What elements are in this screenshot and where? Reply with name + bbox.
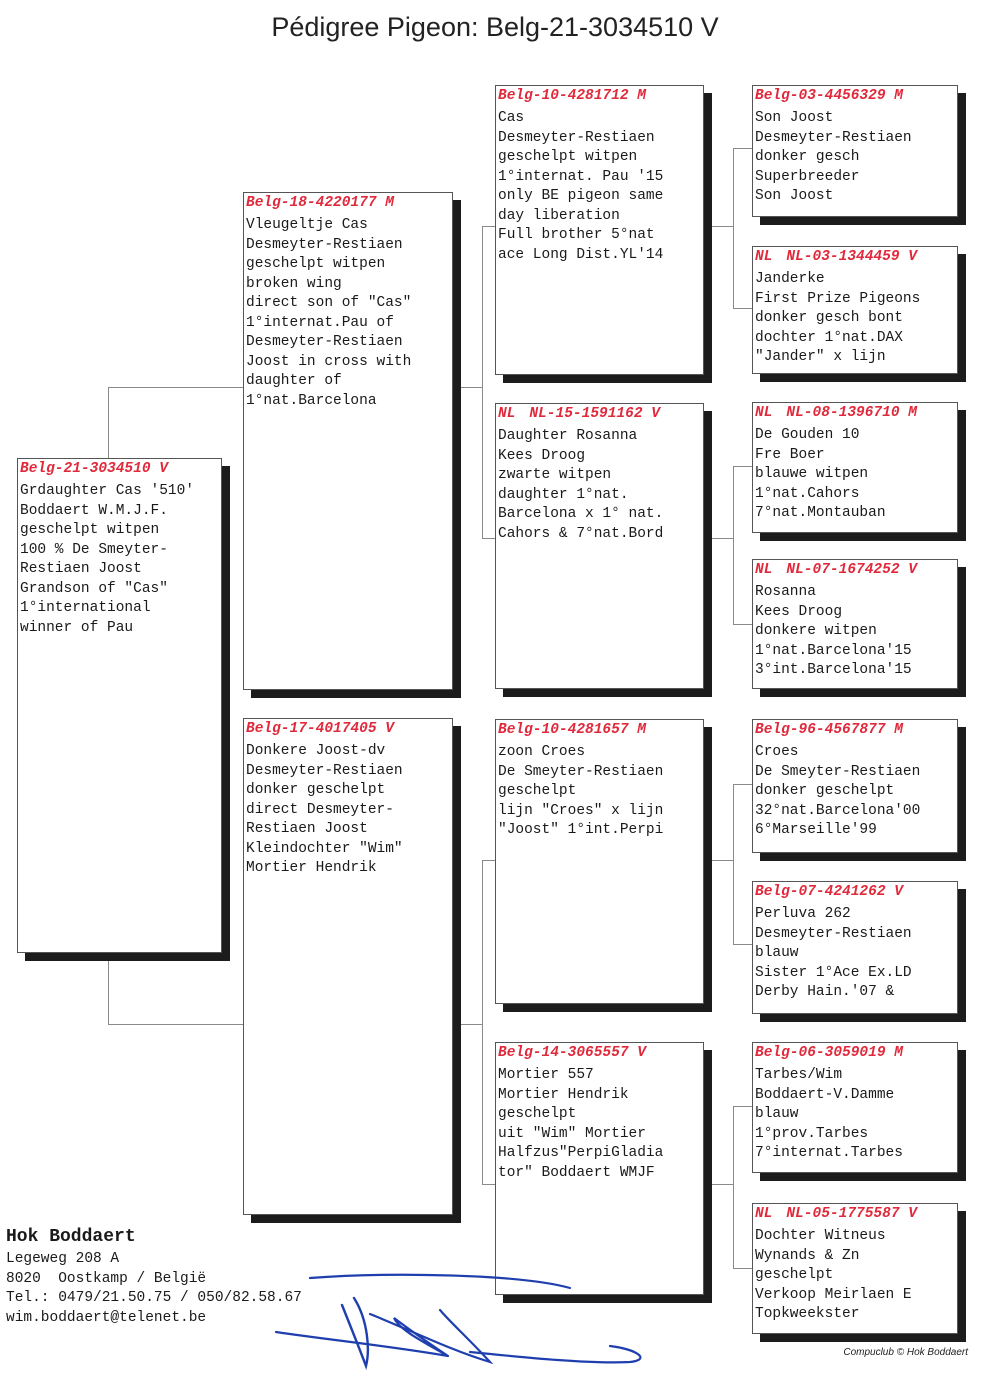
pigeon-info-line: Vleugeltje Cas bbox=[246, 217, 368, 233]
connector-line bbox=[482, 538, 496, 539]
country-prefix: NL bbox=[755, 249, 773, 265]
pigeon-info-line: Desmeyter-Restiaen bbox=[755, 129, 912, 146]
pigeon-info-line: geschelpt witpen bbox=[20, 522, 160, 538]
pigeon-info-line: Mortier 557 bbox=[498, 1067, 594, 1083]
pigeon-info-line: Desmeyter-Restiaen bbox=[246, 762, 403, 779]
pigeon-card-great-grandparent-5 bbox=[752, 719, 958, 853]
pigeon-card-grandparent-3 bbox=[495, 719, 704, 1004]
ring-number-text: NL-15-1591162 V bbox=[529, 406, 660, 422]
pigeon-card-grandparent-4 bbox=[495, 1042, 704, 1295]
pigeon-info-line: Kleindochter "Wim" bbox=[246, 840, 403, 857]
ring-number bbox=[498, 1044, 703, 1063]
pigeon-info-line: Son Joost bbox=[755, 188, 834, 204]
pigeon-info-line: winner of Pau bbox=[20, 619, 134, 636]
pigeon-info-line: Boddaert-V.Damme bbox=[755, 1086, 895, 1103]
pigeon-info-line: geschelpt witpen bbox=[498, 149, 638, 165]
pigeon-info-line: blauw bbox=[755, 1106, 799, 1122]
pigeon-info-line: Tarbes/Wim bbox=[755, 1067, 843, 1083]
pigeon-info-line: daughter 1°nat. bbox=[498, 486, 629, 503]
pigeon-card-great-grandparent-1 bbox=[752, 85, 958, 217]
country-prefix: NL bbox=[755, 405, 773, 421]
ring-number bbox=[20, 460, 221, 479]
footer-credit: Compuclub © Hok Boddaert bbox=[843, 1347, 968, 1358]
pigeon-info-line: dochter 1°nat.DAX bbox=[755, 329, 903, 346]
ring-number-text: NL-08-1396710 M bbox=[786, 405, 917, 421]
pigeon-card-great-grandparent-2 bbox=[752, 246, 958, 374]
pigeon-info-line: day liberation bbox=[498, 207, 620, 224]
connector-line bbox=[482, 1184, 496, 1185]
pigeon-info-line: Mortier Hendrik bbox=[498, 1086, 629, 1103]
ring-number-text: NL-07-1674252 V bbox=[786, 562, 917, 578]
ring-number-text: Belg-03-4456329 M bbox=[755, 88, 903, 104]
pigeon-card-great-grandparent-4 bbox=[752, 559, 958, 689]
ring-number bbox=[755, 721, 957, 740]
ring-number bbox=[246, 194, 452, 213]
page-title: Pédigree Pigeon: Belg-21-3034510 V bbox=[271, 12, 719, 42]
pigeon-info-line: Superbreeder bbox=[755, 168, 860, 185]
pigeon-info-line: geschelpt witpen bbox=[246, 256, 386, 272]
pigeon-info-line: donkere witpen bbox=[755, 623, 877, 639]
pigeon-info-line: Restiaen Joost bbox=[246, 821, 368, 837]
pigeon-info-line: donker geschelpt bbox=[755, 783, 895, 799]
connector-line bbox=[712, 1184, 734, 1185]
pigeon-info-line: 7°nat.Montauban bbox=[755, 505, 886, 521]
ring-number-text: Belg-17-4017405 V bbox=[246, 721, 394, 737]
owner-name: Hok Boddaert bbox=[6, 1227, 136, 1247]
pigeon-info-line: Desmeyter-Restiaen bbox=[755, 925, 912, 942]
pigeon-info-line: De Gouden 10 bbox=[755, 427, 860, 443]
pigeon-info-line: daughter of bbox=[246, 373, 342, 389]
ring-number bbox=[755, 1044, 957, 1063]
owner-email: wim.boddaert@telenet.be bbox=[6, 1309, 207, 1326]
pigeon-info-line: First Prize Pigeons bbox=[755, 290, 921, 307]
pigeon-info-line: Halfzus"PerpiGladia bbox=[498, 1145, 664, 1161]
pigeon-info-line: tor" Boddaert WMJF bbox=[498, 1164, 655, 1181]
pigeon-card-great-grandparent-8 bbox=[752, 1203, 958, 1334]
connector-line bbox=[712, 226, 734, 227]
pigeon-info-line: direct Desmeyter- bbox=[246, 801, 394, 818]
pigeon-card-great-grandparent-3 bbox=[752, 402, 958, 533]
pigeon-info-line: 1°internat.Pau of bbox=[246, 314, 394, 331]
connector-line bbox=[733, 466, 753, 467]
connector-line bbox=[108, 953, 109, 1024]
pigeon-info-line: blauw bbox=[755, 945, 799, 961]
pigeon-info-line: 6°Marseille'99 bbox=[755, 822, 877, 838]
pigeon-info-line: donker gesch bont bbox=[755, 310, 903, 326]
pigeon-info-line: Full brother 5°nat bbox=[498, 227, 655, 243]
pigeon-info-line: donker geschelpt bbox=[246, 782, 386, 798]
ring-number bbox=[755, 248, 957, 267]
ring-number bbox=[498, 721, 703, 740]
pigeon-info-line: Dochter Witneus bbox=[755, 1228, 886, 1244]
connector-line bbox=[482, 226, 496, 227]
pigeon-info-line: Grandson of "Cas" bbox=[20, 580, 168, 597]
pigeon-info-line: 1°nat.Barcelona bbox=[246, 392, 377, 409]
pigeon-info-line: blauwe witpen bbox=[755, 466, 869, 482]
owner-phone: Tel.: 0479/21.50.75 / 050/82.58.67 bbox=[6, 1290, 302, 1306]
pigeon-info-line: Perluva 262 bbox=[755, 906, 851, 922]
ring-number-text: NL-03-1344459 V bbox=[786, 249, 917, 265]
pigeon-info-line: Grdaughter Cas '510' bbox=[20, 483, 195, 499]
connector-line bbox=[108, 387, 244, 388]
pigeon-card-dam bbox=[243, 718, 453, 1215]
ring-number bbox=[755, 561, 957, 580]
ring-number bbox=[498, 87, 703, 106]
pigeon-info-line: "Jander" x lijn bbox=[755, 349, 886, 365]
pigeon-card-grandparent-2 bbox=[495, 403, 704, 689]
pigeon-card-sire bbox=[243, 192, 453, 690]
signature-image bbox=[270, 1270, 650, 1370]
ring-number-text: Belg-14-3065557 V bbox=[498, 1045, 646, 1061]
pigeon-info-line: lijn "Croes" x lijn bbox=[498, 802, 664, 819]
ring-number bbox=[755, 1205, 957, 1224]
ring-number bbox=[755, 404, 957, 423]
ring-number bbox=[755, 87, 957, 106]
connector-line bbox=[733, 148, 753, 149]
connector-line bbox=[482, 226, 483, 538]
pigeon-info-line: uit "Wim" Mortier bbox=[498, 1125, 646, 1142]
pigeon-info-line: Desmeyter-Restiaen bbox=[246, 334, 403, 350]
ring-number-text: Belg-21-3034510 V bbox=[20, 461, 168, 477]
pigeon-info-line: Restiaen Joost bbox=[20, 561, 142, 577]
pigeon-info-line: 100 % De Smeyter- bbox=[20, 541, 168, 558]
pigeon-info-line: 3°int.Barcelona'15 bbox=[755, 662, 912, 678]
ring-number-text: Belg-06-3059019 M bbox=[755, 1045, 903, 1061]
pigeon-info-line: Mortier Hendrik bbox=[246, 860, 377, 876]
connector-line bbox=[108, 1024, 244, 1025]
pigeon-info-line: De Smeyter-Restiaen bbox=[498, 763, 664, 780]
connector-line bbox=[733, 1268, 753, 1269]
connector-line bbox=[733, 1106, 734, 1268]
pigeon-info-line: Cahors & 7°nat.Bord bbox=[498, 525, 664, 542]
pigeon-info-line: Boddaert W.M.J.F. bbox=[20, 502, 168, 519]
pigeon-info-line: Kees Droog bbox=[755, 603, 843, 620]
pigeon-info-line: Sister 1°Ace Ex.LD bbox=[755, 964, 912, 981]
ring-number-text: NL-05-1775587 V bbox=[786, 1206, 917, 1222]
pigeon-info-line: Verkoop Meirlaen E bbox=[755, 1286, 912, 1303]
country-prefix: NL bbox=[498, 406, 516, 422]
pigeon-info-line: geschelpt bbox=[498, 783, 577, 799]
pigeon-info-line: 1°international bbox=[20, 600, 151, 616]
pigeon-info-line: only BE pigeon same bbox=[498, 188, 664, 204]
connector-line bbox=[108, 387, 109, 459]
pigeon-info-line: 7°internat.Tarbes bbox=[755, 1145, 903, 1161]
pigeon-info-line: 32°nat.Barcelona'00 bbox=[755, 802, 921, 819]
pigeon-info-line: Croes bbox=[755, 744, 799, 760]
ring-number-text: Belg-18-4220177 M bbox=[246, 195, 394, 211]
pigeon-info-line: Kees Droog bbox=[498, 447, 586, 464]
connector-line bbox=[733, 784, 753, 785]
pigeon-info-line: "Joost" 1°int.Perpi bbox=[498, 822, 664, 838]
ring-number-text: Belg-10-4281657 M bbox=[498, 722, 646, 738]
pigeon-info-line: Daughter Rosanna bbox=[498, 428, 638, 444]
pigeon-info-line: Son Joost bbox=[755, 110, 834, 126]
connector-line bbox=[712, 860, 734, 861]
connector-line bbox=[712, 538, 734, 539]
pigeon-info-line: Cas bbox=[498, 110, 525, 126]
pigeon-info-line: 1°nat.Cahors bbox=[755, 485, 860, 502]
pigeon-info-line: geschelpt bbox=[755, 1267, 834, 1283]
ring-number bbox=[498, 405, 703, 424]
pigeon-info-line: direct son of "Cas" bbox=[246, 295, 412, 311]
ring-number bbox=[246, 720, 452, 739]
connector-line bbox=[733, 308, 753, 309]
pigeon-info-line: geschelpt bbox=[498, 1106, 577, 1122]
connector-line bbox=[733, 148, 734, 308]
country-prefix: NL bbox=[755, 562, 773, 578]
pigeon-info-line: donker gesch bbox=[755, 149, 860, 165]
pigeon-card-subject bbox=[17, 458, 222, 953]
pigeon-info-line: 1°internat. Pau '15 bbox=[498, 168, 664, 185]
pigeon-card-great-grandparent-6 bbox=[752, 881, 958, 1014]
owner-block bbox=[6, 1226, 302, 1328]
pigeon-info-line: ace Long Dist.YL'14 bbox=[498, 246, 664, 263]
pigeon-info-line: zwarte witpen bbox=[498, 467, 612, 483]
connector-line bbox=[482, 860, 496, 861]
connector-line bbox=[482, 860, 483, 1184]
ring-number-text: Belg-96-4567877 M bbox=[755, 722, 903, 738]
ring-number bbox=[755, 883, 957, 902]
pigeon-info-line: zoon Croes bbox=[498, 744, 586, 760]
pigeon-card-great-grandparent-7 bbox=[752, 1042, 958, 1173]
connector-line bbox=[733, 466, 734, 624]
country-prefix: NL bbox=[755, 1206, 773, 1222]
pigeon-info-line: Topkweekster bbox=[755, 1306, 860, 1322]
pigeon-info-line: Wynands & Zn bbox=[755, 1247, 860, 1264]
owner-address-city: 8020 Oostkamp / België bbox=[6, 1270, 207, 1287]
pigeon-info-line: Desmeyter-Restiaen bbox=[246, 236, 403, 253]
pigeon-info-line: Joost in cross with bbox=[246, 353, 412, 370]
pigeon-info-line: 1°nat.Barcelona'15 bbox=[755, 642, 912, 659]
pigeon-info-line: Barcelona x 1° nat. bbox=[498, 506, 664, 522]
connector-line bbox=[733, 944, 753, 945]
connector-line bbox=[733, 784, 734, 944]
pigeon-info-line: 1°prov.Tarbes bbox=[755, 1125, 869, 1142]
pigeon-info-line: Rosanna bbox=[755, 584, 816, 600]
pigeon-info-line: Janderke bbox=[755, 271, 825, 287]
pigeon-info-line: Desmeyter-Restiaen bbox=[498, 129, 655, 146]
connector-line bbox=[461, 1024, 483, 1025]
pigeon-info-line: Fre Boer bbox=[755, 446, 825, 463]
pigeon-info-line: Derby Hain.'07 & bbox=[755, 984, 895, 1000]
owner-address-street: Legeweg 208 A bbox=[6, 1251, 120, 1267]
connector-line bbox=[733, 624, 753, 625]
ring-number-text: Belg-10-4281712 M bbox=[498, 88, 646, 104]
connector-line bbox=[461, 387, 483, 388]
pigeon-card-grandparent-1 bbox=[495, 85, 704, 375]
pigeon-info-line: De Smeyter-Restiaen bbox=[755, 763, 921, 780]
pigeon-info-line: Donkere Joost-dv bbox=[246, 743, 386, 759]
ring-number-text: Belg-07-4241262 V bbox=[755, 884, 903, 900]
pigeon-info-line: broken wing bbox=[246, 275, 342, 292]
connector-line bbox=[733, 1106, 753, 1107]
